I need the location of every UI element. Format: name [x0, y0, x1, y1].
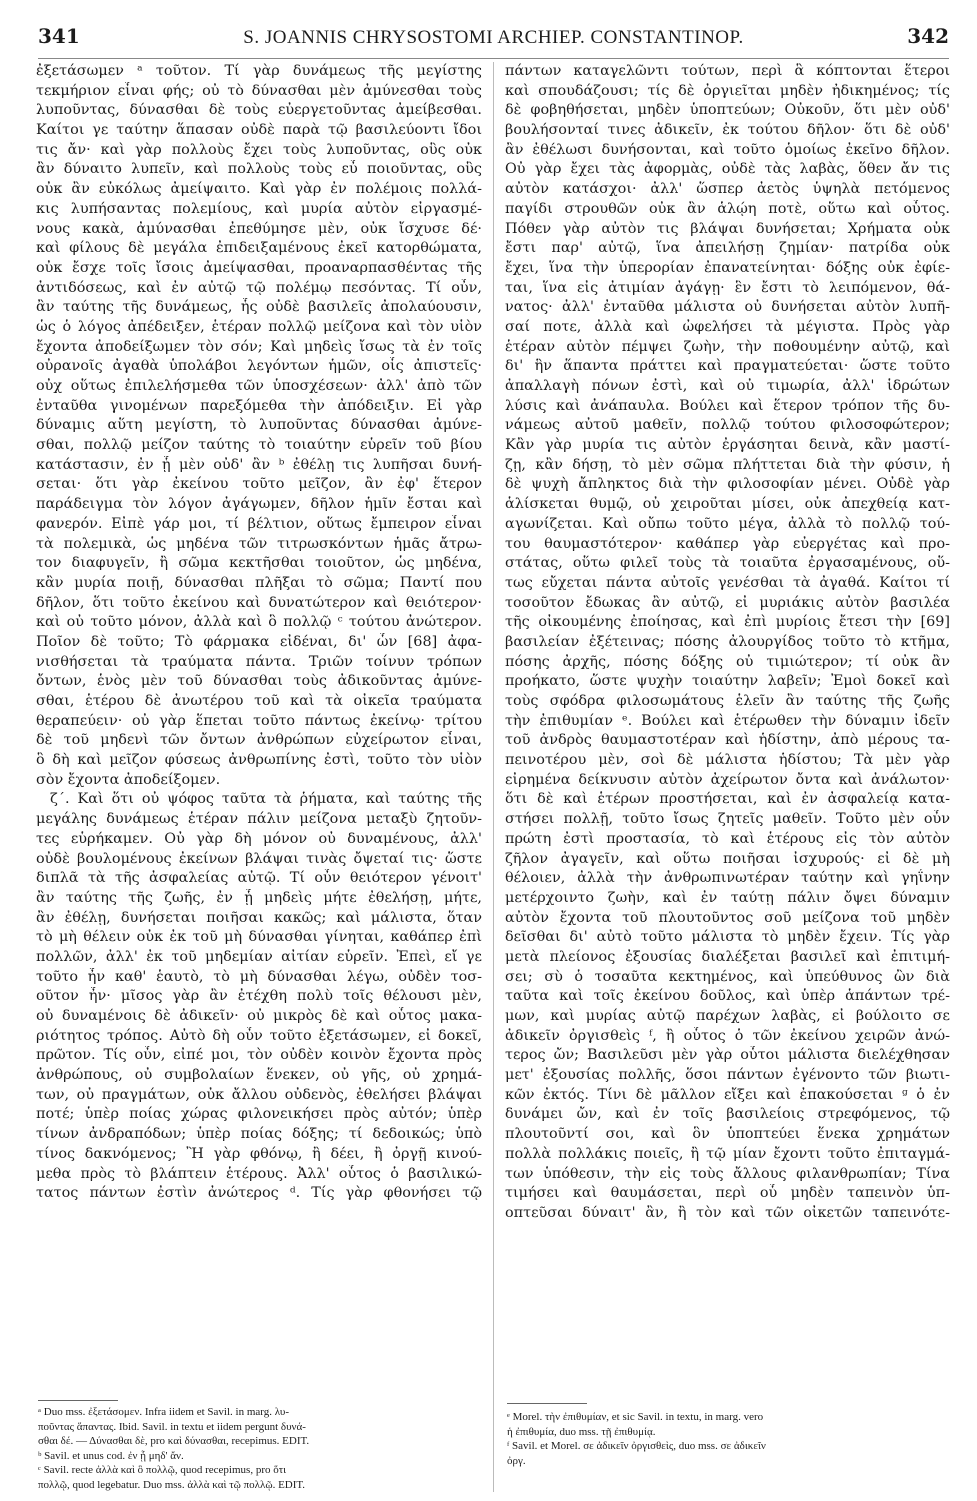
- text-line: ἀνθρώπους, οὐ συμβολαίων ἕνεκεν, οὐ γῆς, οὐ χρημά-: [36, 1067, 482, 1084]
- text-line: κῶν ἐκτός. Τίνι δὲ μᾶλλον εἴξει καὶ ἐπακούσεται ᵍ ὁ ἐν: [505, 1086, 950, 1103]
- text-line: πρώτη ἐστὶ προστασία, τὸ καὶ ἑτέρους εἰς τὸν αὐτὸν: [505, 830, 950, 847]
- left-text-column: [36, 62, 482, 1204]
- text-line: σθαι, ἑτέρου δὲ ἀνωτέρου τοῦ καὶ τὰ οἰκεῖα τραύματα: [36, 693, 482, 709]
- footnote-line: σθαι δέ. — Δύνασθαι δὲ, pro καὶ δύνασθαι, recepimus. EDIT.: [38, 1435, 310, 1448]
- text-line: σαί ποτε, ἀλλὰ καὶ ὠφελήσει τὰ μέγιστα. Πρὸς γὰρ: [505, 318, 950, 335]
- text-line: σει; σὺ ὁ τοσαῦτα κεκτημένος, καὶ ὑπεύθυνος ὢν διὰ: [505, 968, 950, 985]
- footnote-line: ᶠ Savil. et Morel. σε ἀδικεῖν ὀργισθεὶς, duo mss. σε ἀδικεῖν: [507, 1440, 766, 1453]
- text-line: αγωνίζεται. Καὶ οὔπω τοῦτο μέγα, ἀλλὰ τὸ πολλῷ τού-: [505, 515, 950, 532]
- text-line: ἀδικεῖν ὀργισθεὶς ᶠ, ἢ οὗτος ὁ τῶν ἐκείνου χειρῶν ἀνώ-: [505, 1027, 950, 1044]
- text-line: πλουτοῦντί σοι, καὶ ὃν ὑποπτεύει ἕνεκα χρημάτων: [505, 1126, 950, 1143]
- text-line: τοὺς σφόδρα φιλοσωμάτους ἑλεῖν ἂν ταύτης τῆς ζωῆς: [505, 693, 950, 709]
- text-line: των, οὐ πραγμάτων, οὐκ ἄλλου οὐδενὸς, ἐθελήσει βλάψαι: [36, 1086, 482, 1103]
- running-title: S. JOANNIS CHRYSOSTOMI ARCHIEP. CONSTANTINOP.: [243, 27, 744, 48]
- text-line: νατος· ἀλλ' ἐνταῦθα μάλιστα οὐ δυνήσεται αὐτὸν λυπῆ-: [505, 299, 950, 316]
- text-line: Οὐ γὰρ ἔχει τὰς ἀφορμὰς, οὐδὲ τὰς λαβὰς, ὅθεν ἄν τις: [505, 161, 950, 178]
- footnote-line: ποῦντας ἅπαντας. Ibid. Savil. in textu et iidem pergunt δυνά-: [38, 1420, 306, 1433]
- text-line: ἔχοντα ἀποδείξωμεν τὸν σόν; Καὶ μηδεὶς ἴσως τὰ ἐν τοῖς: [36, 338, 482, 355]
- text-line: ζ΄. Καὶ ὅτι οὐ ψόφος ταῦτα τὰ ῥήματα, καὶ ταύτης τῆς: [50, 791, 482, 808]
- text-line: καὶ οὐ τοῦτο μόνον, ἀλλὰ καὶ ὃ πολλῷ ᶜ τούτου ἀνώτερον.: [36, 614, 482, 631]
- text-line: ἀπαλλαγὴ πόνων ἐστὶ, καὶ οὐ τιμωρία, ἀλλ' ἱδρώτων: [505, 378, 950, 394]
- text-line: πολλῶν, ἀλλ' ἐκ τοῦ μηδεμίαν αἰτίαν εὑρεῖν. Ἐπεὶ, εἴ γε: [36, 948, 482, 965]
- text-line: καὶ σπουδάζουσι; τίς δὲ ὀργιεῖται μηδὲν ἠδικημένος; τίς: [505, 82, 950, 99]
- text-line: ἔχει, ἵνα τὴν ὑπερορίαν ἐπανατείνηται· δόξης οὐκ ἐφίε-: [505, 259, 950, 276]
- text-line: οῦτον ἦν· μῖσος γὰρ ἂν ἐτέχθη πολὺ τοῖς θέλουσι μὲν,: [36, 988, 482, 1005]
- text-line: δὲ φοβηθήσεται, μηδὲν ὑποπτεύων; Οὐκοῦν, ὅτι μὲν οὐδ': [505, 102, 950, 119]
- text-line: ποτέ; ὑπὲρ ποίας χώρας φιλονεικήσει πρὸς αὐτόν; ὑπὲρ: [36, 1106, 482, 1123]
- text-line: τίνων ἀνδραπόδων; ὑπὲρ ποίας δόξης; τί δεδοικώς; ὑπὸ: [36, 1126, 482, 1143]
- text-line: νους κακὰ, ἀμύνασθαι ἐπεθύμησε μὲν, οὐκ ἴσχυσε δέ·: [36, 220, 482, 237]
- text-line: νάμεως αὐτοῦ μαθεῖν, πολλῷ τούτου φιλοσοφώτερον;: [505, 417, 950, 434]
- text-line: κατάστασιν, ἐν ᾗ μὲν οὐδ' ἂν ᵇ ἐθέλῃ τις λυπῆσαι δυνή-: [36, 456, 482, 473]
- text-line: δυνάμει ὤν, καὶ ἐν τοῖς βασιλείοις στρεφόμενος, τῷ: [505, 1106, 950, 1123]
- text-line: τὸ μὴ θέλειν οὐκ ἐκ τοῦ μὴ δύνασθαι γίνηται, καθάπερ ἐπὶ: [36, 929, 482, 946]
- text-line: τον διαφυγεῖν, ἢ σῶμα κεκτῆσθαι τοιοῦτον, ὡς μηδένα,: [36, 555, 482, 572]
- text-line: μεγάλης δυνάμεως ἑτέραν πάλιν μείζονα μεταξὺ ζητοῦν-: [36, 811, 482, 828]
- text-line: πρῶτον. Τίς οὖν, εἰπέ μοι, τὸν οὐδὲν κοινὸν ἔχοντα πρὸς: [36, 1047, 482, 1064]
- text-line: δεῖσθαι δι' αὐτὸ τοῦτο μάλιστα τὸ μηδὲν ἔχειν. Τίς γὰρ: [505, 929, 950, 946]
- text-line: τοσοῦτον ἔδωκας ἂν αὐτῷ, εἰ μυριάκις αὐτὸν βασιλέα: [505, 594, 950, 611]
- text-line: τὰ πολεμικὰ, ὡς μηδένα τῶν τιτρωσκόντων ἡμᾶς ἄτρω-: [36, 535, 482, 552]
- text-line: κις λυπήσαντας πολεμίους, καὶ μυρία αὐτὸν εἰργασμέ-: [36, 200, 482, 217]
- text-line: ἑτέραν αὐτὸν πέμψει ζωὴν, τὴν ποθουμένην αὐτῷ, καὶ: [505, 338, 950, 355]
- text-line: εἰρημένα δείκνυσιν αὐτὸν ἀχείρωτον ὄντα καὶ ἀνάλωτον·: [505, 771, 950, 788]
- footnote-line: πολλῷ, quod legebatur. Duo mss. ἀλλὰ καὶ τῷ πολλῷ. EDIT.: [38, 1478, 306, 1491]
- text-line: καὶ φίλους δὲ μεγάλα ἐπιδειξαμένους ἐκεῖ κατορθώματα,: [36, 240, 482, 257]
- text-line: κἂν μυρία ποιῇ, δύνασθαι πλῆξαι τὸ σῶμα; Παντί που: [36, 574, 482, 591]
- text-line: οὐκ ἔσχε τοῖς ἴσοις ἀμείψασθαι, προαναρπασθέντας τῆς: [36, 259, 482, 276]
- right-page-number: 342: [907, 24, 949, 48]
- text-line: ἂν δύναιτο λυπεῖν, καὶ πολλοὺς τοὺς εὖ ποιοῦντας, οὓς: [36, 161, 482, 178]
- right-text-column: [505, 62, 950, 1224]
- text-line: δῆλον, ὅτι τοῦτο ἐκείνου καὶ δυνατώτερον καὶ θειότερον·: [36, 594, 482, 611]
- text-line: διπλᾶ τὰ τῆς ἀσφαλείας αὐτῷ. Τί οὖν θειότερον γένοιτ': [36, 870, 482, 887]
- text-line: του θαυμαστότερον· καθάπερ γὰρ εὐεργέτας καὶ προ-: [505, 535, 950, 552]
- text-line: ὄντων, ἑνὸς μὲν τοῦ δύνασθαι τοὺς ἀδικοῦντας ἀμύνε-: [36, 673, 482, 690]
- text-line: ἁλίσκεται θυμῷ, οὐ χειροῦται μίσει, οὐκ ἀπεχθείᾳ κατ-: [505, 496, 950, 513]
- text-line: βουλήσονταί τινες ἀδικεῖν, ἐκ τούτου δῆλον· ὅτι δὲ οὐδ': [505, 122, 950, 139]
- column-divider: [493, 62, 494, 1492]
- running-header: [38, 24, 949, 54]
- text-line: τίνος δακνόμενος; Ἢ γὰρ φθόνῳ, ἢ δέει, ἢ ὀργῇ κινού-: [36, 1145, 482, 1162]
- text-line: μων, καὶ μυρίας αὐτῷ παρέχων λαβὰς, εἰ βούλοιτο σε: [505, 1008, 950, 1024]
- text-line: Καίτοι γε ταύτην ἅπασαν οὐδὲ παρὰ τῷ βασιλεύοντι ἴδοι: [36, 122, 482, 139]
- text-line: Πόθεν γὰρ αὐτὸν τις βλάψαι δυνήσεται; Χρήματα οὐκ: [505, 220, 950, 237]
- text-line: τις ἄν· καὶ γὰρ πολλοὺς ἔχει τοὺς λυποῦντας, οὓς οὐκ: [36, 141, 482, 158]
- text-line: ζῆλον ἀγαγεῖν, καὶ οὕτω ποιῆσαι ἰσχυρούς· εἰ δὲ μὴ: [505, 850, 950, 867]
- text-line: ἂν ταύτης τῆς ζωῆς, ἐν ᾗ μηδεὶς μήτε ἐθελήσῃ, μήτε,: [36, 889, 482, 906]
- text-line: τὴν ἐπιθυμίαν ᵉ. Βούλει καὶ ἑτέρωθεν τὴν δύναμιν ἰδεῖν: [505, 712, 950, 729]
- text-line: λύσις καὶ ἀνάπαυλα. Βούλει καὶ ἕτερον τρόπον τῆς δυ-: [505, 397, 950, 414]
- text-line: οὐ δυναμένοις δὲ ἀδικεῖν· οὐ μικρὸς δὲ καὶ οὗτος μακα-: [36, 1008, 482, 1024]
- text-line: παράδειγμα τὸν λόγον ἀγάγωμεν, δῆλον ἡμῖν ἔσται καὶ: [36, 496, 482, 513]
- text-line: ριότητος τρόπος. Αὐτὸ δὴ οὖν τοῦτο ἐξετάσωμεν, εἰ δοκεῖ,: [36, 1027, 482, 1044]
- text-line: τως εὔχεται πάντα αὐτοῖς γενέσθαι τὰ ἀγαθά. Καίτοι τί: [505, 574, 950, 591]
- text-line: τοῦτο ἦν καθ' ἑαυτὸ, τὸ μὴ δύνασθαι λέγω, οὐδὲν τοσ-: [36, 968, 482, 985]
- footnote-line: ᵉ Morel. τὴν ἐπιθυμίαν, et sic Savil. in textu, in marg. vero: [507, 1411, 764, 1423]
- text-line: τῆς οἰκουμένης ἐποίησας, καὶ ἐπὶ μυρίοις ἔτεσι τὴν [69]: [505, 614, 950, 631]
- text-line: αὐτὸν ἔχοντα τοῦ πλουτοῦντος σοῦ μείζονα τοῦ μηδὲν: [505, 909, 950, 926]
- text-line: μετὰ πλείονος ἐξουσίας διαλέξεται βασιλεῖ καὶ ἐπιτιμή-: [505, 948, 950, 965]
- text-line: στάτας, οὕτω φιλεῖ τοὺς τὰ τοιαῦτα ἐργασαμένους, οὕ-: [505, 555, 950, 572]
- text-line: μετέρχοιντο ζωὴν, καὶ ἐν ταύτῃ πάλιν ὄψει δύναμιν: [505, 889, 950, 906]
- text-line: δὲ τοῦ μηδενὶ τῶν ὄντων ἀνθρώπων εὐχείρωτον εἶναι,: [36, 732, 482, 749]
- left-footnotes: [38, 1405, 482, 1493]
- footnote-line: ᶜ Savil. recte ἀλλὰ καὶ ὃ πολλῷ, quod recepimus, pro ὅτι: [38, 1464, 287, 1477]
- text-line: τατος πάντων ἐστὶν ἀνώτερος ᵈ. Τίς γὰρ φθονήσει τῷ: [36, 1185, 482, 1202]
- text-line: των ὑπόθεσιν, τὴν εἰς τοὺς ἄλλους φιλανθρωπίαν; Τίνα: [505, 1165, 950, 1182]
- text-line: ὃ δὴ καὶ μεῖζον φύσεως ἀνθρωπίνης ἐστὶ, τοῦτο τὸν υἱὸν: [36, 752, 482, 769]
- text-line: οὐδὲ βουλομένους ἐκείνων βλάψαι τινὰς ὄψεταί τις· ὥστε: [36, 850, 482, 867]
- right-footnotes: [507, 1410, 950, 1468]
- text-line: ἐνταῦθα γινομένων παρεξόμεθα τὴν ἀπόδειξιν. Εἰ γὰρ: [36, 397, 482, 414]
- text-line: ζῃ, κἂν δήσῃ, τὸ μὲν σῶμα πλήττεται διὰ τὴν φύσιν, ἡ: [505, 456, 950, 473]
- text-line: ὅτι δὲ καὶ ἑτέρων προστήσεται, καὶ ἐν ἀσφαλείᾳ κατα-: [505, 791, 950, 808]
- text-line: δύναμις αὕτη μεγίστη, τὸ λυποῦντας δύνασθαι ἀμύνε-: [36, 417, 482, 434]
- footnote-line: ᵇ Savil. et unus cod. ἐν ᾗ μηδ' ἄν.: [38, 1449, 184, 1462]
- text-line: σθαι, πολλῷ μείζον ταύτης τὸ τοιαύτην εὑρεῖν τοῦ βίου: [36, 437, 482, 454]
- text-line: ὡς ὁ λόγος ἀπέδειξεν, ἑτέραν πολλῷ μείζονα καὶ τὸν υἱὸν: [36, 318, 482, 335]
- text-line: στήσει πολλῇ, τοῦτο ἴσως ζητεῖς μαθεῖν. Τοῦτο μὲν οὖν: [505, 811, 950, 828]
- text-line: ἂν ἐθέλωσι δυνήσονται, καὶ τοῦτο ὁμοίως ἐκεῖνο δῆλον.: [505, 141, 950, 158]
- text-line: θέλοιεν, ἀλλὰ τὴν ἀνθρωπινωτέραν ταύτην καὶ γηΐνην: [505, 870, 950, 887]
- text-line: φανερόν. Εἰπὲ γάρ μοι, τί βέλτιον, οὕτως ἔμπειρον εἶναι: [36, 515, 482, 532]
- text-line: σὸν ἔχοντα ἀποδείξομεν.: [36, 771, 221, 788]
- text-line: μετ' ἐξουσίας πολλῆς, ὅσοι πάντων ἐγένοντο τῶν βιωτι-: [505, 1067, 950, 1084]
- text-line: παγίδι στρουθῶν οὐκ ἂν ἁλῴη ποτὲ, οὕτω καὶ οὗτος.: [505, 200, 950, 217]
- footnote-line: ἡ ἐπιθυμία, duo mss. τῇ ἐπιθυμίᾳ.: [507, 1425, 656, 1438]
- text-line: ἐξετάσωμεν ᵃ τοῦτον. Τί γὰρ δυνάμεως τῆς μεγίστης: [36, 63, 482, 79]
- text-line: Κἂν γὰρ μυρία τις αὐτὸν ἐργάσηται δεινὰ, κἂν μαστί-: [505, 437, 950, 454]
- text-line: οὐχ οὕτως ἐπιλελήσμεθα τῶν ὑποσχέσεων· ἀλλ' ἀπὸ τῶν: [36, 378, 482, 394]
- text-line: τοῦ ἀνδρὸς θαυμαστοτέραν καὶ ἡδίστην, ἀπὸ μέρους τα-: [505, 732, 950, 749]
- text-line: δὲ ψυχὴ ἄπληκτος διὰ τὴν φιλοσοφίαν μένει. Οὐδὲ γὰρ: [505, 476, 950, 493]
- text-line: πάντων καταγελῶντι τούτων, περὶ ἃ κόπτονται ἕτεροι: [505, 63, 950, 79]
- footnote-line: ᵃ Duo mss. ἐξετάσομεν. Infra iidem et Savil. in marg. λυ-: [38, 1406, 289, 1418]
- text-line: τερος ὤν; Βασιλεῦσι μὲν γὰρ οὗτοι μάλιστα διελέχθησαν: [505, 1047, 950, 1064]
- text-line: ἂν ταύτης τῆς δυνάμεως, ἧς οὐδὲ βασιλεῖς ἀπολαύουσιν,: [36, 299, 482, 316]
- text-line: ἂν ἐθέλῃ, δυνήσεται ποιῆσαι κακῶς; καὶ μάλιστα, ὅταν: [36, 909, 482, 926]
- text-line: αὐτὸν κατάσχοι· ἀλλ' ὥσπερ ἀετὸς ὑψηλὰ πετόμενος: [505, 181, 950, 198]
- text-line: πεινοτέρου μὲν, σοὶ δὲ μάλιστα ἡδίστου; Τὰ μὲν γὰρ: [505, 752, 950, 769]
- header-rule: [38, 58, 949, 59]
- text-line: ταῦτα καὶ τοῖς ἐκείνου δοῦλος, καὶ ὑπὲρ ἁπάντων τρέ-: [505, 988, 950, 1005]
- footnote-line: ὀργ.: [507, 1454, 526, 1467]
- footnote-rule-right: [507, 1403, 587, 1404]
- text-line: ται, ἵνα εἰς ἀτιμίαν ἀγάγῃ· ἓν ἔστι τὸ λειπόμενον, θά-: [505, 279, 950, 296]
- text-line: προήκατο, ὥστε ψυχὴν τοιαύτην λαβεῖν; Ἐμοὶ δοκεῖ καὶ: [505, 673, 950, 690]
- text-line: βασιλείαν ἐξέτεινας; πόσης ἀλουργίδος τοῦτο τὸ κτῆμα,: [505, 633, 950, 650]
- text-line: οὐρανοῖς ἀγαθὰ ὑπολάβοι λεγόντων ἡμῶν, οἷς ἀπιστεῖς·: [36, 358, 482, 375]
- text-line: σεται· ὅτι γὰρ ἐκείνου τοῦτο μεῖζον, ἂν ἐφ' ἕτερον: [36, 476, 482, 493]
- text-line: θεραπεύειν· οὐ γὰρ ἕπεται τοῦτο πάντως ἐκείνῳ· τρίτου: [36, 712, 482, 729]
- text-line: τιμήσει καὶ θαυμάσεται, περὶ οὗ μηδὲν ταπεινὸν ὑπ-: [505, 1185, 950, 1202]
- text-line: δι' ἣν ἅπαντα πράττει καὶ πραγματεύεται· ὥστε τοῦτο: [505, 358, 950, 375]
- text-line: οὐκ ἂν εὐκόλως ἀμείψαιτο. Καὶ γὰρ ἐν πολέμοις πολλά-: [36, 181, 482, 198]
- text-line: Ποῖον δὲ τοῦτο; Τὸ φάρμακα εἰδέναι, δι' ὧν [68] ἀφα-: [36, 633, 482, 650]
- left-page-number: 341: [38, 24, 80, 48]
- text-line: νισθήσεται τὰ τραύματα πάντα. Τριῶν τοίνυν τρόπων: [36, 653, 482, 670]
- text-line: οπτεῦσαι δύναιτ' ἂν, ἢ τὸν καὶ τῶν οἰκετῶν ταπεινότε-: [505, 1204, 950, 1221]
- footnote-rule-left: [38, 1400, 118, 1401]
- text-line: μεθα πρὸς τὸ βλάπτειν ἑτέρους. Ἀλλ' οὗτος ὁ βασιλικώ-: [36, 1165, 482, 1182]
- text-line: πόσης ἀρχῆς, πόσης δόξης οὐ τιμιώτερον; τί οὐκ ἂν: [505, 653, 950, 670]
- text-line: ἔστι παρ' αὐτῷ, ἵνα ἀπειλήσῃ ζημίαν· πατρίδα οὐκ: [505, 240, 950, 257]
- text-line: ἀντιδόσεως, καὶ ἐν αὐτῷ τῷ πολέμῳ πεσόντας. Τί οὖν,: [36, 279, 482, 296]
- text-line: τες εὑρήκαμεν. Οὐ γὰρ δὴ μόνον οὐ δυναμένους, ἀλλ': [36, 830, 482, 847]
- text-line: τεκμήριον εἶναι φής; οὐ τὸ δύνασθαι μὲν ἀμύνεσθαι τοὺς: [36, 82, 482, 99]
- text-line: λυποῦντας, δύνασθαι δὲ τοὺς εὐεργετοῦντας ἀμείβεσθαι.: [36, 102, 482, 119]
- text-line: πολλὰ πολλάκις ποιεῖς, ἢ τῷ μίαν ἔχοντι τοῦτο ἐπιταγμά-: [505, 1145, 950, 1162]
